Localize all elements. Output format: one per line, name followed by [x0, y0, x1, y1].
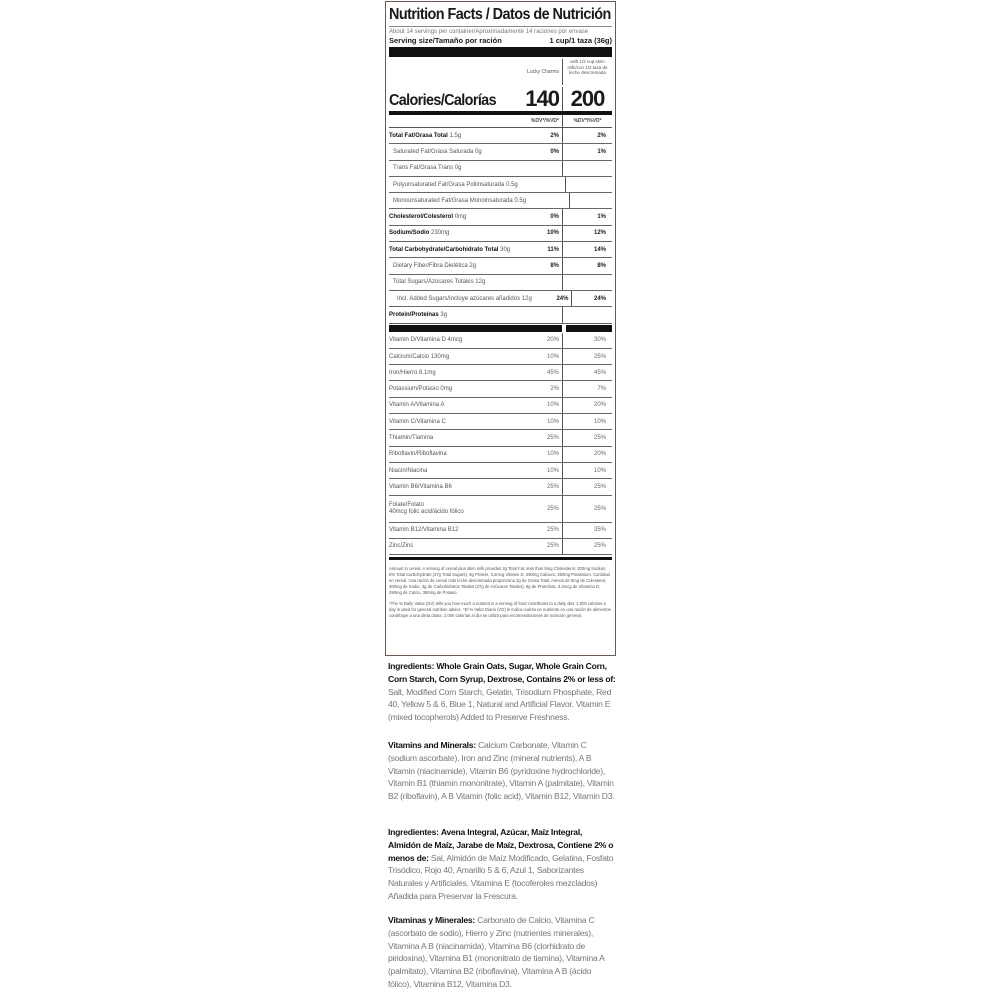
- daily-value-with-milk: 20%: [562, 447, 612, 462]
- nutrient-label: Vitamin A/Vitamina A: [389, 402, 445, 409]
- vitaminas-text: Carbonato de Calcio, Vitamina C (ascorbato de sodio), Hierro y Zinc (nutrientes minerales), Vitamina A B (niacinamida), Vitamina B6 (clorhidrato de piridoxina), Vitamina B1 (mononitrato de tiamina), Vitamina A (palmitato), Vitamina B2 (riboflavina), Vitamina A B (ácido fólico), Vitamina B12, Vitamina D3.: [388, 915, 605, 989]
- vitamin-row: [389, 496, 612, 523]
- serving-size-label: Serving size/Tamaño por ración: [389, 36, 502, 45]
- divider-medium: [389, 325, 612, 332]
- calories-row: [389, 85, 612, 115]
- nutrient-label: Potassium/Potasio: [389, 386, 439, 393]
- footnote-serving: Amount in cereal. A serving of cereal plus skim milk provides 2g Total Fat, less than 5mg Cholesterol, 300mg Sodium, 8% Total Carbohydrate (37g Total Sugars), 9g Protein, 3.2mcg Vitamin D, 290mg Calcium, 360mg Potassium. Cantidad en cereal. Una ración de cereal más leche descremada proporciona 2g de Grasa Total, menos de 5mg de Colesterol, 300mg de Sodio, 3g de Carbohidratos Totales (37g de Azúcares Totales), 9g de Proteínas, 3.2mcg de Vitamina D, 290mg de Calcio, 360mg de Potasio.: [389, 566, 610, 596]
- nutrient-name: [389, 247, 512, 253]
- daily-value-with-milk: 25%: [562, 539, 612, 554]
- label-footnotes: [389, 557, 612, 619]
- daily-value-cereal: 10%: [546, 418, 559, 425]
- nutrient-label: Sodium/Sodio: [389, 230, 430, 237]
- serving-size-value: 1 cup/1 taza (36g): [549, 36, 612, 45]
- nutrient-label: Vitamin C/Vitamina C: [389, 418, 446, 425]
- vitamin-row: [389, 430, 612, 446]
- daily-value-with-milk: 7%: [562, 381, 612, 396]
- daily-value-with-milk: 25%: [562, 430, 612, 445]
- nutrient-label: Cholesterol/Colesterol: [389, 214, 454, 221]
- vitamin-row: [389, 414, 612, 430]
- daily-value-with-milk: [562, 307, 612, 322]
- daily-value-cereal: 10%: [546, 230, 559, 237]
- nutrient-name: [389, 370, 512, 376]
- nutrient-row: [389, 242, 612, 258]
- daily-value-with-milk: 30%: [562, 333, 612, 348]
- vitamins-heading: Vitamins and Minerals:: [388, 740, 476, 750]
- vitamin-row: [389, 539, 612, 555]
- nutrient-amount: 4mcg: [447, 337, 463, 344]
- ingredients-english: [388, 660, 616, 724]
- nutrient-amount: 40mcg folic acid/ácido fólico: [389, 508, 464, 515]
- daily-value-cereal: 25%: [546, 505, 559, 512]
- nutrient-amount: 3g: [440, 311, 448, 318]
- daily-value-with-milk: 25%: [562, 496, 612, 522]
- daily-value-with-milk: 35%: [562, 523, 612, 538]
- vitamin-row: [389, 479, 612, 495]
- ingredientes-rest: Sal, Almidón de Maíz Modificado, Gelatina, Fosfato Trisódico, Rojo 40, Amarillo 5 & 6, Azul 1, Saborizantes Naturales y Artificiales. Vitamina E (tocoferoles mezclados) Añadida para Preservar la Frescura.: [388, 852, 614, 901]
- nutrient-row: [389, 161, 612, 177]
- ingredients-spanish: [388, 826, 616, 903]
- nutrient-name: [389, 451, 512, 457]
- nutrient-name: [389, 312, 512, 318]
- daily-value-with-milk: 25%: [562, 349, 612, 364]
- nutrient-name: [389, 214, 512, 220]
- vitamin-row: [389, 365, 612, 381]
- nutrient-name: [389, 165, 512, 171]
- nutrient-name: [389, 386, 512, 392]
- nutrient-name: [389, 435, 512, 441]
- nutrition-facts-panel: [385, 1, 616, 656]
- nutrient-label: Total Fat/Grasa Total: [389, 132, 448, 139]
- nutrient-amount: 0.5g: [506, 181, 518, 188]
- column-header-milk: with 1/2 cup skim milk/con 1/2 taza de leche descremada: [562, 59, 612, 85]
- nutrient-label: Vitamin D/Vitamina D: [389, 337, 446, 344]
- daily-value-with-milk: 1%: [562, 209, 612, 224]
- nutrient-row: [389, 291, 612, 307]
- daily-value-cereal: 25%: [546, 527, 559, 534]
- daily-value-cereal: 10%: [546, 353, 559, 360]
- serving-size-row: [389, 36, 612, 46]
- ingredients-rest: Salt, Modified Corn Starch, Gelatin, Trisodium Phosphate, Red 40, Yellow 5 & 6, Blue 1, Natural and Artificial Flavor. Vitamin E (mixed tocopherols) Added to Preserve Freshness.: [388, 686, 612, 723]
- nutrient-label: Niacin/Niacina: [389, 467, 428, 474]
- nutrient-name: [389, 484, 512, 490]
- nutrient-name: [389, 527, 512, 533]
- daily-value-cereal: 25%: [546, 434, 559, 441]
- nutrient-name: [389, 279, 512, 285]
- daily-value-with-milk: 10%: [562, 414, 612, 429]
- vitamin-row: [389, 463, 612, 479]
- nutrient-name: [389, 502, 512, 516]
- nutrient-amount: 130mg: [430, 353, 450, 360]
- nutrient-label: Total Carbohydrate/Carbohidrato Total: [389, 246, 499, 253]
- divider-thick: [389, 47, 612, 57]
- daily-value-with-milk: 2%: [562, 128, 612, 143]
- nutrient-amount: 0g: [475, 148, 482, 155]
- calories-label: Calories/Calorías: [389, 92, 496, 109]
- daily-value-with-milk: 10%: [562, 463, 612, 478]
- vitamin-row: [389, 447, 612, 463]
- nutrient-amount: 0mg: [454, 214, 467, 221]
- daily-value-with-milk: 25%: [562, 479, 612, 494]
- nutrient-amount: 230mg: [431, 230, 450, 237]
- nutrient-label: Incl. Added Sugars/Incluye azúcares añadidos: [397, 295, 521, 302]
- footnote-daily-value: *The % Daily Value (DV) tells you how much a nutrient in a serving of food contributes to a daily diet. 2,000 calories a day is used for general nutrition advice. *El % Valor Diario (VD) le indica cuánto un nutriente en una ración de alimentos contribuye a una dieta diaria. 2,000 calorías al día se utiliza para recomendaciones de nutrición general.: [389, 601, 611, 619]
- column-headers: [389, 59, 612, 85]
- daily-value-cereal: 0%: [550, 148, 559, 155]
- nutrient-amount: 12g: [475, 279, 486, 286]
- ingredientes-text: Avena Integral, Azúcar, Maíz Integral, Almidón de Maíz, Jarabe de Maíz, Dextrosa,: [388, 827, 583, 850]
- nutrient-row: [389, 193, 612, 209]
- vitamins-english: [388, 739, 616, 803]
- vitamin-row: [389, 398, 612, 414]
- daily-value-with-milk: 14%: [562, 242, 612, 257]
- nutrient-name: [389, 468, 512, 474]
- daily-value-with-milk: [562, 275, 612, 290]
- nutrient-name: [389, 263, 512, 269]
- servings-per-container: About 14 servings per container/Aproximadamente 14 raciones por envase: [389, 26, 612, 36]
- nutrient-name: [389, 419, 512, 425]
- ingredients-heading: Ingredients:: [388, 661, 435, 671]
- nutrient-label: Riboflavin/Riboflavina: [389, 451, 447, 458]
- nutrient-label: Polyunsaturated Fat/Grasa Poliinsaturada: [393, 181, 505, 188]
- nutrient-label: Dietary Fiber/Fibra Dietética: [393, 263, 468, 270]
- nutrient-name: [389, 337, 512, 343]
- daily-value-cereal: 10%: [546, 451, 559, 458]
- daily-value-cereal: 20%: [546, 337, 559, 344]
- daily-value-with-milk: [562, 161, 612, 176]
- nutrient-amount: 1.5g: [449, 132, 462, 139]
- daily-value-cereal: 0%: [550, 214, 559, 221]
- nutrient-amount: 0mg: [440, 386, 453, 393]
- nutrient-row: [389, 275, 612, 291]
- calories-cereal: 140: [525, 86, 559, 111]
- daily-value-cereal: 25%: [546, 483, 559, 490]
- daily-value-with-milk: [565, 177, 612, 192]
- nutrient-label: Zinc/Zinc: [389, 543, 414, 550]
- nutrient-amount: 0g: [454, 165, 462, 172]
- daily-value-with-milk: 8%: [562, 258, 612, 273]
- vitamin-row: [389, 523, 612, 539]
- nutrient-label: Total Sugars/Azúcares Totales: [393, 279, 474, 286]
- ingredients-contains: Contains 2% or less of:: [526, 673, 616, 684]
- nutrient-amount: 12g: [521, 295, 532, 302]
- dv-header-milk: %DV*/%VD*: [562, 115, 612, 127]
- vitamin-row: [389, 333, 612, 349]
- nutrient-name: [389, 198, 526, 204]
- daily-value-with-milk: [569, 193, 612, 208]
- nutrient-name: [389, 543, 512, 549]
- nutrient-label: Vitamin B6/Vitamina B6: [389, 483, 452, 490]
- nutrient-row: [389, 258, 612, 274]
- nutrient-row: [389, 144, 612, 160]
- nutrient-name: [389, 133, 512, 139]
- nutrient-label: Iron/Hierro: [389, 369, 418, 376]
- nutrient-name: [389, 230, 512, 236]
- nutrient-name: [389, 354, 512, 360]
- vitamin-list: [389, 333, 612, 556]
- vitaminas-heading: Vitaminas y Minerales:: [388, 915, 476, 925]
- nutrient-label: Protein/Proteínas: [389, 311, 439, 318]
- nutrient-amount: 0.5g: [514, 197, 527, 204]
- nutrient-label: Calcium/Calcio: [389, 353, 430, 360]
- nutrient-amount: 8.1mg: [419, 369, 436, 376]
- vitamins-text: Calcium Carbonate, Vitamin C (sodium ascorbate), Iron and Zinc (mineral nutrients), A B Vitamin (niacinamide), Vitamin B6 (pyridoxine hydrochloride), Vitamin B1 (thiamin mononitrate), Vitamin A (palmitate), Vitamin B2 (riboflavin), A B Vitamin (folic acid), Vitamin B12, Vitamin D3.: [388, 740, 615, 802]
- daily-value-with-milk: 24%: [571, 291, 612, 306]
- daily-value-header: [389, 115, 612, 128]
- nutrient-list: [389, 128, 612, 324]
- nutrient-amount: 30g: [500, 246, 511, 253]
- nutrient-label: Trans Fat/Grasa Trans: [393, 165, 454, 172]
- nutrient-name: [389, 149, 512, 155]
- ingredientes-contains: Contiene 2% o menos de:: [388, 839, 614, 863]
- daily-value-with-milk: 1%: [562, 144, 612, 159]
- daily-value-cereal: 8%: [550, 263, 559, 270]
- nutrient-row: [389, 209, 612, 225]
- vitamin-row: [389, 381, 612, 397]
- daily-value-cereal: 25%: [546, 543, 559, 550]
- daily-value-with-milk: 12%: [562, 226, 612, 241]
- column-header-cereal: Lucky Charms: [527, 69, 559, 75]
- ingredients-text: Whole Grain Oats, Sugar, Whole Grain Corn, Corn Starch, Corn Syrup, Dextrose,: [388, 661, 607, 684]
- nutrient-label: Monounsaturated Fat/Grasa Monoinsaturada: [393, 197, 513, 204]
- nutrient-amount: 2g: [469, 263, 477, 270]
- vitamins-spanish: [388, 914, 616, 1000]
- nutrient-name: [389, 182, 518, 188]
- daily-value-with-milk: 20%: [562, 398, 612, 413]
- daily-value-cereal: 2%: [550, 132, 559, 139]
- nutrient-label: Saturated Fat/Grasa Saturada: [393, 148, 474, 155]
- vitamin-row: [389, 349, 612, 365]
- nutrient-row: [389, 226, 612, 242]
- nutrient-row: [389, 307, 612, 323]
- calories-with-milk: 200: [562, 87, 612, 111]
- daily-value-with-milk: 45%: [562, 365, 612, 380]
- daily-value-cereal: 10%: [546, 402, 559, 409]
- daily-value-cereal: 10%: [546, 467, 559, 474]
- ingredientes-heading: Ingredientes:: [388, 827, 439, 837]
- nutrient-name: [389, 402, 512, 408]
- daily-value-cereal: 45%: [546, 369, 559, 376]
- dv-header-cereal: %DV*/%VD*: [530, 118, 559, 124]
- daily-value-cereal: 11%: [547, 246, 559, 253]
- nutrient-label: Folate/Folato: [389, 501, 425, 508]
- label-title: Nutrition Facts / Datos de Nutrición: [389, 6, 611, 23]
- nutrient-label: Vitamin B12/Vitamina B12: [389, 527, 459, 534]
- nutrient-row: [389, 128, 612, 144]
- daily-value-cereal: 2%: [550, 386, 559, 393]
- nutrient-label: Thiamin/Tiamina: [389, 434, 434, 441]
- daily-value-cereal: 24%: [556, 295, 569, 302]
- nutrient-row: [389, 177, 612, 193]
- nutrient-name: [389, 296, 532, 302]
